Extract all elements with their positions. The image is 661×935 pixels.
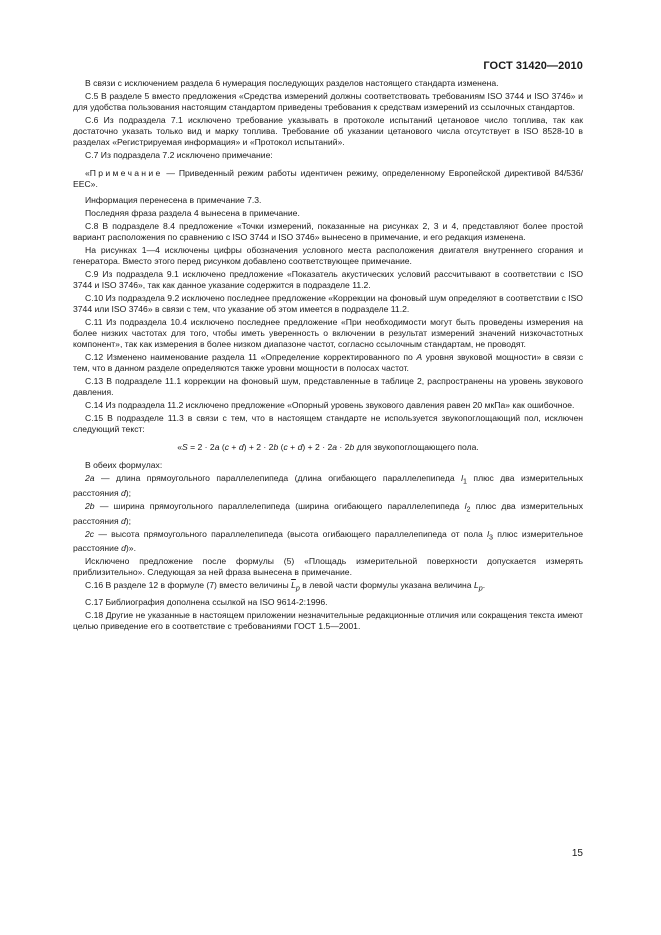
- paragraph: Исключено предложение после формулы (5) «Площадь измерительной поверхности допускается измерять приблизительно». Следующая за ней фраза вынесена в примечание.: [73, 556, 583, 578]
- paragraph-c7: С.7 Из подраздела 7.2 исключено примечание:: [85, 149, 273, 160]
- paragraph: Информация перенесена в примечание 7.3.: [85, 195, 262, 206]
- paragraph-c6: С.6 Из подраздела 7.1 исключено требование указывать в протоколе испытаний цетановое число топлива, так как достаточно указать только вид и марку топлива. Требование об указании цетанового числа отсутствует в ISO 8528-10 в разделах «Регистрируемая информация» и «Протокол испытаний».: [73, 114, 583, 147]
- page-number: 15: [571, 848, 583, 859]
- paragraph: В обеих формулах:: [85, 460, 163, 471]
- paragraph-c14: С.14 Из подраздела 11.2 исключено предложение «Опорный уровень звукового давления равен 20 мкПа» как ошибочное.: [85, 399, 575, 410]
- definition-2c: 2c — высота прямоугольного параллелепипеда (высота огибающего параллелепипеда от пола $l_3$ плюс измерительное расстояние d)».: [73, 528, 583, 554]
- paragraph-c15: С.15 В подразделе 11.3 в связи с тем, что в настоящем стандарте не используется звукопоглощающий пол, исключен следующий текст:: [73, 412, 583, 434]
- note-block: «Примечание — Приведенный режим работы идентичен режиму, определенному Европейской директивой 84/536/ЕЕС».: [73, 167, 583, 189]
- paragraph-c9: С.9 Из подраздела 9.1 исключено предложение «Показатель акустических условий рассчитывают в соответствии с ISO 3744 и ISO 3746», так как данное указание содержится в подразделе 11.2.: [73, 269, 583, 291]
- paragraph-c10: С.10 Из подраздела 9.2 исключено последнее предложение «Коррекции на фоновый шум определяют в соответствии с ISO 3744 или ISO 3746» в связи с тем, что указание об этом имеется в подразделе 11.2.: [73, 293, 583, 315]
- paragraph-c5: С.5 В разделе 5 вместо предложения «Средства измерений должны соответствовать требованиям ISO 3744 и ISO 3746» и для удобства пользования настоящим стандартом приведены требования к средствам измерений из ссылочных стандартов.: [73, 91, 583, 112]
- paragraph: На рисунках 1—4 исключены цифры обозначения условного места расположения двигателя внутреннего сгорания и генератора. Вместо этого перед рисунком добавлено соответствующее примечание.: [73, 245, 583, 267]
- definition-2b: 2b — ширина прямоугольного параллелепипеда (ширина огибающего параллелепипеда $l_2$ плюс два измерительных расстояния d);: [73, 501, 584, 526]
- definition-2a: 2a — длина прямоугольного параллелепипеда (длина огибающего параллелепипеда $l_1$ плюс два измерительных расстояния d);: [73, 473, 584, 499]
- paragraph-c12: С.12 Изменено наименование раздела 11 «Определение корректированного по А уровня звуковой мощности» в связи с тем, что в данном разделе определяются также уровни мощности в полосах частот.: [73, 351, 584, 373]
- paragraph-c13: С.13 В подразделе 11.1 коррекции на фоновый шум, представленные в таблице 2, распространены на уровень звукового давления.: [73, 375, 583, 397]
- paragraph: В связи с исключением раздела 6 нумерация последующих разделов настоящего стандарта изменена.: [85, 78, 499, 88]
- paragraph-c11: С.11 Из подраздела 10.4 исключено последнее предложение «При необходимости могут быть проведены измерения на более низких частотах для того, чтобы иметь уверенность о включении в результат измерений значений низкочастотных компонент», так как измерения в более низком диапазоне частот, согласно ссылочным стандартам, не проводят.: [73, 317, 583, 349]
- paragraph-c18: С.18 Другие не указанные в настоящем приложении незначительные редакционные отличия или сокращения текста имеют целью приведение его в соответствие с требованиями ГОСТ 1.5—2001.: [73, 609, 583, 631]
- paragraph-c17: С.17 Библиография дополнена ссылкой на ISO 9614-2:1996.: [85, 596, 328, 607]
- annex-text: [73, 78, 583, 634]
- note-label: Примечание: [89, 167, 163, 178]
- paragraph-c16: С.16 В разделе 12 в формуле (7) вместо величины $\overline{L}_p$ в левой части формулы указана величина $L_p$.: [85, 580, 486, 593]
- standard-code-header: ГОСТ 31420—2010: [483, 60, 583, 72]
- area-formula: «S = 2 · 2a (c + d) + 2 · 2b (c + d) + 2 · 2a · 2b для звукопоглощающего пола.: [177, 441, 479, 452]
- paragraph-c8: С.8 В подразделе 8.4 предложение «Точки измерений, показанные на рисунках 2, 3 и 4, представляют более простой вариант расположения по сравнению с ISO 3744 и ISO 3746» вынесено в примечание, и его редакция изменена.: [73, 221, 583, 243]
- paragraph: Последняя фраза раздела 4 вынесена в примечание.: [85, 208, 300, 219]
